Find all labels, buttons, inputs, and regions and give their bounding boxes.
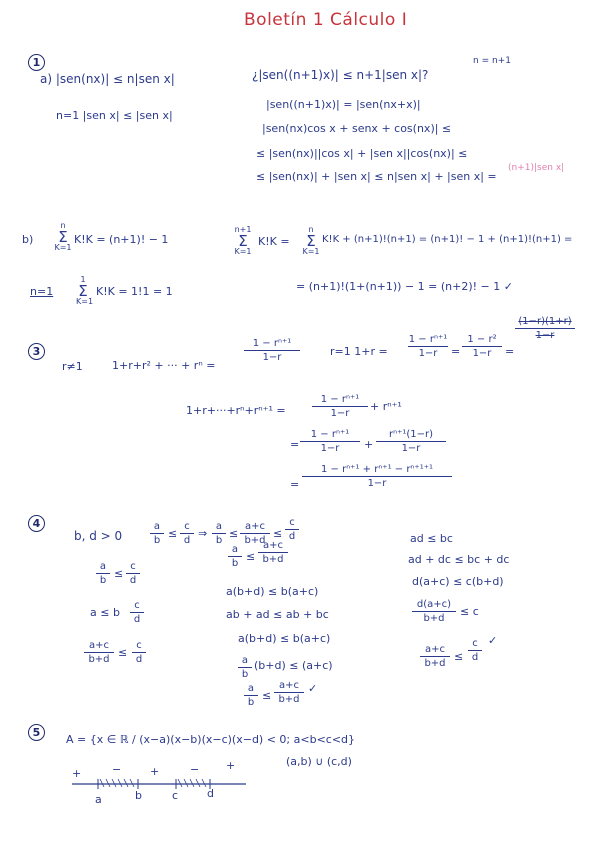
check-mark-icon: ✓ [488, 634, 498, 647]
p3-plus: + [364, 438, 374, 451]
fraction-denominator: d [288, 531, 296, 542]
sum-lower-limit: K=1 [234, 247, 252, 256]
fraction-denominator: d [133, 614, 141, 625]
fraction-denominator: d [183, 535, 191, 546]
sigma-icon: Σ [58, 228, 68, 246]
p5-set-definition: A = {x ∈ ℝ / (x−a)(x−b)(x−c)(x−d) < 0; a<b<c<d} [66, 733, 356, 746]
problem-4-number: 4 [28, 515, 45, 532]
hatched-interval-cd [178, 779, 206, 787]
fraction-numerator: c [136, 640, 142, 651]
fraction-denominator: 1−r [330, 408, 350, 419]
sum-upper-limit: n+1 [234, 225, 252, 234]
p3-equals: = [505, 345, 515, 358]
fraction-numerator: 1 − rⁿ⁺¹ [320, 394, 360, 405]
fraction-numerator: rⁿ⁺¹(1−r) [388, 429, 434, 440]
p1-induction-question: ¿|sen((n+1)x)| ≤ n+1|sen x|? [252, 68, 429, 82]
sign-label: − [112, 763, 122, 776]
fraction-numerator: a [215, 521, 223, 532]
problem-1-number: 1 [28, 54, 45, 71]
fraction-numerator: 1 − rⁿ⁺¹ + rⁿ⁺¹ − rⁿ⁺¹⁺¹ [320, 464, 433, 475]
point-label: d [207, 787, 214, 800]
p5-answer: (a,b) ∪ (c,d) [286, 755, 352, 768]
sigma-icon: Σ [238, 232, 248, 250]
p4-col2-line-4: a(b+d) ≤ b(a+c) [238, 632, 331, 645]
p4-le: ≤ [246, 550, 256, 563]
fraction-denominator: b+d [278, 694, 300, 705]
problem-5-number: 5 [28, 724, 45, 741]
fraction-numerator: a [99, 561, 107, 572]
page-title: Boletín 1 Cálculo I [244, 10, 408, 30]
p4-le: ≤ [454, 650, 464, 663]
p4-col2-line-5: (b+d) ≤ (a+c) [254, 659, 333, 672]
fraction-numerator: a+c [424, 644, 445, 655]
p4-le: ≤ [273, 527, 283, 540]
problem-3-number: 3 [28, 343, 45, 360]
sigma-icon: Σ [78, 282, 88, 300]
fraction-denominator: b [153, 535, 161, 546]
fraction-denominator: 1−r [262, 352, 282, 363]
p1-step-line-3: ≤ |sen(nx)||cos x| + |sen x||cos(nx)| ≤ [256, 147, 468, 160]
fraction-denominator: d [471, 652, 479, 663]
fraction-denominator: b+d [88, 654, 110, 665]
fraction-numerator: 1 − rⁿ⁺¹ [408, 334, 448, 345]
fraction-numerator: c [134, 600, 140, 611]
p4-le: ≤ [168, 527, 178, 540]
p1b-step-line-2: = (n+1)!(1+(n+1)) − 1 = (n+2)! − 1 ✓ [296, 280, 513, 293]
fraction-numerator: a [247, 683, 255, 694]
p1b-base-expression: K!K = 1!1 = 1 [96, 285, 173, 298]
sum-upper-limit: n [60, 221, 66, 230]
p4-le: ≤ [118, 646, 128, 659]
fraction-denominator: b+d [262, 554, 284, 565]
sigma-icon: Σ [306, 232, 316, 250]
fraction-denominator: b+d [423, 613, 445, 624]
p1b-label: b) [22, 233, 34, 246]
p4-col2-line-3: ab + ad ≤ ab + bc [226, 608, 329, 621]
p4-implies: ⇒ [198, 527, 208, 540]
fraction-denominator: 1−r [401, 443, 421, 454]
sum-upper-limit: 1 [80, 275, 86, 284]
fraction-denominator: b [231, 558, 239, 569]
p1-step-line-4-result: (n+1)|sen x| [508, 163, 565, 173]
fraction-numerator: a [231, 544, 239, 555]
p4-le: ≤ [114, 567, 124, 580]
fraction-denominator: b [215, 535, 223, 546]
p1b-base-case: n=1 [30, 285, 54, 298]
fraction-numerator: d(a+c) [416, 599, 452, 610]
sign-label: + [72, 767, 82, 780]
p1-base-case: n=1 |sen x| ≤ |sen x| [56, 109, 173, 122]
fraction-denominator: 1−r [367, 478, 387, 489]
p4-col3-le-c: ≤ c [460, 605, 479, 618]
sign-label: + [226, 759, 236, 772]
fraction-numerator: 1 − r² [467, 334, 497, 345]
fraction-numerator: c [289, 517, 295, 528]
sum-lower-limit: K=1 [54, 243, 72, 252]
fraction-denominator: 1−r [320, 443, 340, 454]
sum-lower-limit: K=1 [302, 247, 320, 256]
sum-upper-limit: n [308, 225, 314, 234]
check-mark-icon: ✓ [308, 682, 318, 695]
fraction-numerator: 1 − rⁿ⁺¹ [252, 338, 292, 349]
p3-condition: r≠1 [62, 360, 83, 373]
point-label: a [95, 793, 102, 806]
p1b-step-rhs: K!K + (n+1)!(n+1) = (n+1)! − 1 + (n+1)!(n+1) = [322, 234, 573, 245]
sign-label: + [150, 765, 160, 778]
p3-statement: 1+r+r² + ··· + rⁿ = [112, 359, 216, 372]
fraction-numerator: (1−r)(1+r) [518, 316, 572, 327]
point-label: c [172, 789, 179, 802]
fraction-numerator: a+c [244, 521, 265, 532]
fraction-numerator: a+c [278, 680, 299, 691]
fraction-denominator: b+d [244, 535, 266, 546]
sign-label: − [190, 763, 200, 776]
fraction-denominator: d [129, 575, 137, 586]
p3-equals: = [290, 478, 300, 491]
p3-base-case: r=1 1+r = [330, 345, 388, 358]
p4-le: ≤ [229, 527, 239, 540]
point-label: b [135, 789, 142, 802]
fraction-numerator: a+c [88, 640, 109, 651]
p3-step-plus-term: + rⁿ⁺¹ [370, 400, 402, 413]
p4-col3-line-1: ad ≤ bc [410, 532, 453, 545]
fraction-denominator: b [247, 697, 255, 708]
fraction-denominator: b [241, 669, 249, 680]
hatched-interval-ab [100, 779, 134, 787]
fraction-numerator: c [130, 561, 136, 572]
p4-col2-line-2: a(b+d) ≤ b(a+c) [226, 585, 319, 598]
p4-col3-line-2: ad + dc ≤ bc + dc [408, 553, 510, 566]
fraction-denominator: d [135, 654, 143, 665]
p1-statement: a) |sen(nx)| ≤ n|sen x| [40, 72, 175, 86]
p3-equals: = [451, 345, 461, 358]
fraction-numerator: c [184, 521, 190, 532]
p3-equals: = [290, 438, 300, 451]
p4-hypothesis: b, d > 0 [74, 529, 123, 543]
fraction-denominator: 1−r [535, 330, 555, 341]
fraction-denominator: b+d [424, 658, 446, 669]
p4-le: ≤ [262, 689, 272, 702]
fraction-denominator: 1−r [472, 348, 492, 359]
p1b-statement: K!K = (n+1)! − 1 [74, 233, 169, 246]
fraction-numerator: c [472, 638, 478, 649]
p1b-step-lhs: K!K = [258, 235, 290, 248]
sum-lower-limit: K=1 [76, 297, 94, 306]
fraction-denominator: 1−r [418, 348, 438, 359]
p3-step-lhs: 1+r+···+rⁿ+rⁿ⁺¹ = [186, 404, 286, 417]
fraction-denominator: b [99, 575, 107, 586]
fraction-numerator: a [153, 521, 161, 532]
p4-col3-line-3: d(a+c) ≤ c(b+d) [412, 575, 504, 588]
p1-step-line-4: ≤ |sen(nx)| + |sen x| ≤ n|sen x| + |sen x| = [256, 170, 497, 183]
fraction-numerator: a+c [262, 540, 283, 551]
p1-induction-note: n = n+1 [473, 56, 511, 66]
p1-step-line-1: |sen((n+1)x)| = |sen(nx+x)| [266, 98, 421, 111]
p4-col1-line-2: a ≤ b [90, 606, 120, 619]
fraction-numerator: 1 − rⁿ⁺¹ [310, 429, 350, 440]
fraction-numerator: a [241, 655, 249, 666]
p1-step-line-2: |sen(nx)cos x + senx + cos(nx)| ≤ [262, 122, 452, 135]
